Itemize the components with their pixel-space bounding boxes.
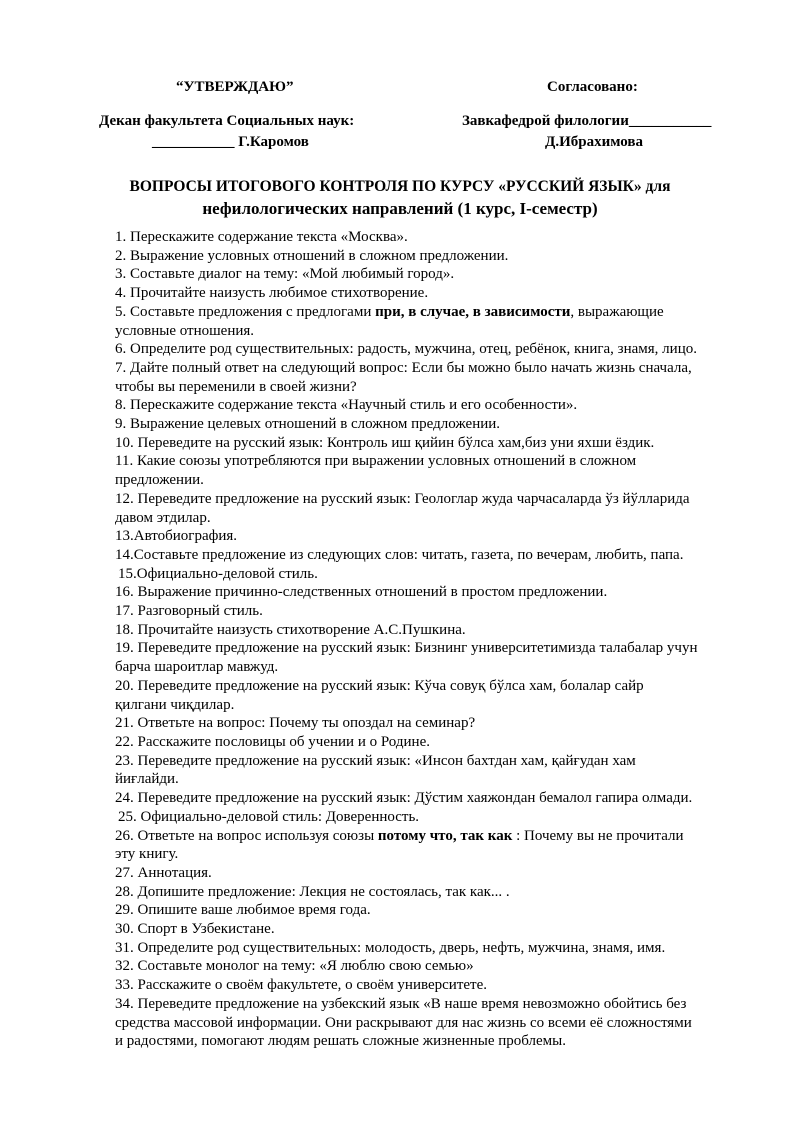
- question-5-tail: , выражающие: [570, 303, 664, 320]
- header-dean: Декан факультета Социальных наук:: [99, 113, 355, 129]
- question-22: 22. Расскажите пословицы об учении и о Родине.: [115, 733, 430, 750]
- question-3: 3. Составьте диалог на тему: «Мой любимый город».: [115, 266, 455, 283]
- question-33: 33. Расскажите о своём факультете, о своём университете.: [115, 977, 488, 994]
- question-29: 29. Опишите ваше любимое время года.: [115, 902, 371, 919]
- question-16: 16. Выражение причинно-следственных отношений в простом предложении.: [115, 584, 608, 601]
- question-13: 13.Автобиография.: [115, 528, 238, 545]
- header-head: Завкафедрой филологии___________: [462, 113, 712, 129]
- question-17: 17. Разговорный стиль.: [115, 603, 263, 620]
- header-agreed: Согласовано:: [547, 79, 638, 95]
- question-11-cont: предложении.: [115, 472, 204, 489]
- document-title-line2: нефилологических направлений (1 курс, I-семестр): [202, 199, 598, 218]
- question-5: [115, 303, 755, 322]
- question-25: 25. Официально-деловой стиль: Доверенность.: [118, 808, 420, 825]
- question-5-cont: условные отношения.: [115, 322, 255, 339]
- question-4: 4. Прочитайте наизусть любимое стихотворение.: [115, 285, 429, 302]
- question-23: 23. Переведите предложение на русский язык: «Инсон бахтдан хам, қайғудан хам: [115, 752, 636, 769]
- question-12-cont: давом этдилар.: [115, 509, 211, 526]
- question-9: 9. Выражение целевых отношений в сложном предложении.: [115, 416, 501, 433]
- question-26-cont: эту книгу.: [115, 846, 179, 863]
- question-28: 28. Допишите предложение: Лекция не состоялась, так как... .: [115, 883, 510, 900]
- question-34-cont1: средства массовой информации. Они раскрывают для нас жизнь со всеми её сложностями: [115, 1014, 692, 1031]
- question-10: 10. Переведите на русский язык: Контроль иш қийин бўлса хам,биз уни яхши ёздик.: [115, 434, 655, 451]
- question-15: 15.Официально-деловой стиль.: [118, 565, 318, 582]
- question-7-cont: чтобы вы переменили в своей жизни?: [115, 378, 357, 395]
- question-27: 27. Аннотация.: [115, 864, 212, 881]
- header-dean-name: ___________ Г.Каромов: [152, 134, 309, 150]
- questions-list: [115, 228, 755, 1051]
- question-20-cont: қилгани чиқдилар.: [115, 696, 235, 713]
- question-1: 1. Перескажите содержание текста «Москва».: [115, 229, 408, 245]
- question-34-cont2: и радостями, помогают людям решать сложные жизненные проблемы.: [115, 1033, 566, 1050]
- question-6: 6. Определите род существительных: радость, мужчина, отец, ребёнок, книга, знамя, лицо.: [115, 341, 697, 358]
- question-26-tail: : Почему вы не прочитали: [512, 827, 684, 844]
- document-title-line1: ВОПРОСЫ ИТОГОВОГО КОНТРОЛЯ ПО КУРСУ «РУССКИЙ ЯЗЫК» для: [129, 178, 671, 195]
- question-34: 34. Переведите предложение на узбекский язык «В наше время невозможно обойтись без: [115, 995, 687, 1012]
- question-26-bold: потому что, так как: [377, 827, 513, 844]
- question-20: 20. Переведите предложение на русский язык: Кўча совуқ бўлса хам, болалар сайр: [115, 677, 644, 694]
- question-19-cont: барча шароитлар мавжуд.: [115, 659, 279, 676]
- question-18: 18. Прочитайте наизусть стихотворение А.С.Пушкина.: [115, 621, 466, 638]
- question-12: 12. Переведите предложение на русский язык: Геологлар жуда чарчасаларда ўз йўлларида: [115, 490, 690, 507]
- question-30: 30. Спорт в Узбекистане.: [115, 921, 275, 938]
- question-23-cont: йиғлайди.: [115, 771, 179, 788]
- question-31: 31. Определите род существительных: молодость, дверь, нефть, мужчина, знамя, имя.: [115, 939, 666, 956]
- question-5-bold: при, в случае, в зависимости: [375, 303, 571, 320]
- question-26-text: 26. Ответьте на вопрос используя союзы: [115, 827, 378, 844]
- question-2: 2. Выражение условных отношений в сложном предложении.: [115, 247, 509, 264]
- question-32: 32. Составьте монолог на тему: «Я люблю свою семью»: [115, 958, 474, 975]
- question-26: [115, 827, 755, 846]
- question-14: 14.Составьте предложение из следующих слов: читать, газета, по вечерам, любить, папа.: [115, 546, 684, 563]
- question-7: 7. Дайте полный ответ на следующий вопрос: Если бы можно было начать жизнь сначала,: [115, 359, 692, 376]
- question-8: 8. Перескажите содержание текста «Научный стиль и его особенности».: [115, 397, 578, 414]
- question-24: 24. Переведите предложение на русский язык: Дўстим хаяжондан бемалол гапира олмади.: [115, 790, 693, 807]
- question-19: 19. Переведите предложение на русский язык: Бизнинг университетимизда талабалар учун: [115, 640, 698, 657]
- question-21: 21. Ответьте на вопрос: Почему ты опоздал на семинар?: [115, 715, 476, 732]
- question-11: 11. Какие союзы употребляются при выражении условных отношений в сложном: [115, 453, 637, 470]
- header-head-name: Д.Ибрахимова: [545, 134, 643, 150]
- question-5-text: 5. Составьте предложения с предлогами: [115, 303, 376, 320]
- header-approve: “УТВЕРЖДАЮ”: [176, 79, 294, 95]
